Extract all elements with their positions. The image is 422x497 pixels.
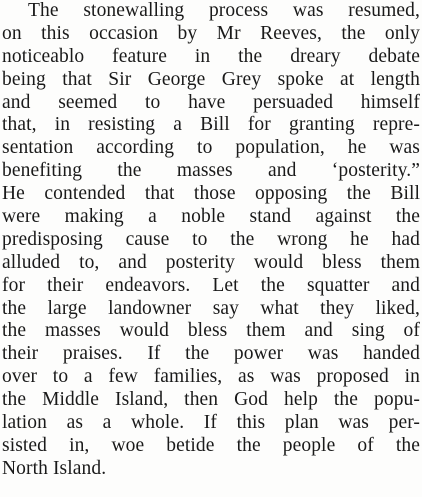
article-line-15: the masses would bless them and sing of [2, 320, 420, 342]
article-paragraph [2, 0, 420, 481]
article-line-11: predisposing cause to the wrong he had [2, 228, 420, 250]
article-line-8: benefiting the masses and ‘posterity.” [2, 160, 420, 182]
article-line-2: on this occasion by Mr Reeves, the only [2, 22, 420, 44]
article-line-9: He contended that those opposing the Bill [2, 183, 420, 205]
article-line-6: that, in resisting a Bill for granting repre- [2, 114, 420, 136]
article-line-21: North Island. [2, 457, 107, 479]
article-line-12: alluded to, and posterity would bless them [2, 251, 420, 273]
article-line-16: their praises. If the power was handed [2, 343, 420, 365]
article-line-1: The stonewalling process was resumed, [28, 0, 420, 21]
article-line-3: noticeablo feature in the dreary debate [2, 45, 420, 67]
article-line-17: over to a few families, as was proposed in [2, 366, 420, 388]
article-line-5: and seemed to have persuaded himself [2, 91, 420, 113]
article-line-13: for their endeavors. Let the squatter and [2, 274, 420, 296]
article-line-4: being that Sir George Grey spoke at length [2, 68, 420, 90]
article-line-10: were making a noble stand against the [2, 206, 420, 228]
article-line-7: sentation according to population, he was [2, 137, 420, 159]
article-line-18: the Middle Island, then God help the popu- [2, 389, 420, 411]
article-line-14: the large landowner say what they liked, [2, 297, 420, 319]
article-line-20: sisted in, woe betide the people of the [2, 434, 420, 456]
article-line-19: lation as a whole. If this plan was per- [2, 412, 420, 434]
